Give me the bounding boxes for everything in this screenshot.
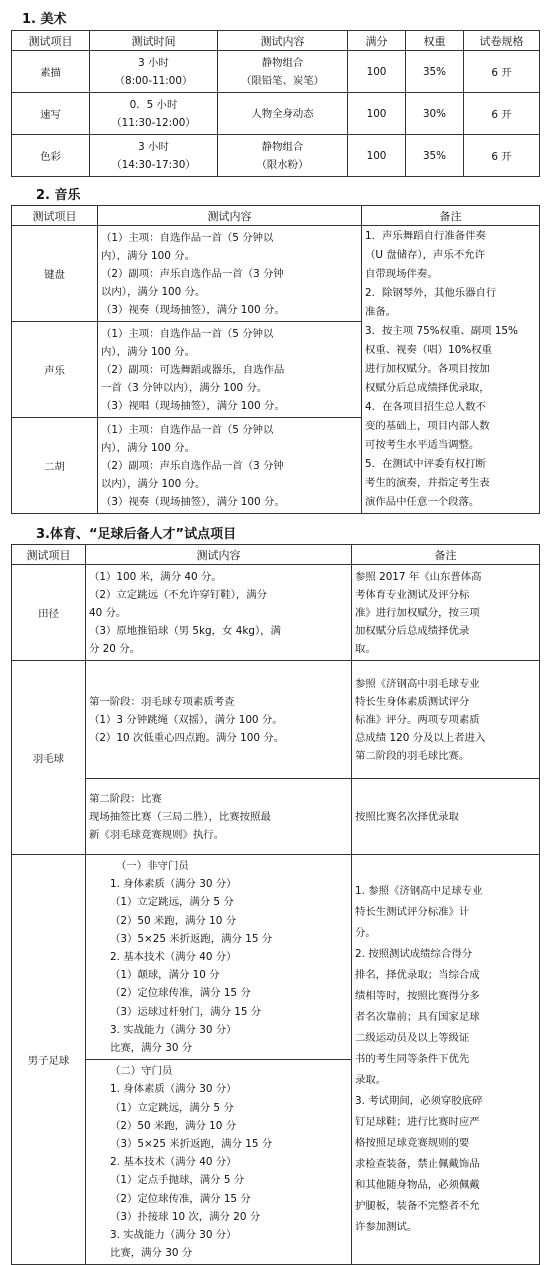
art-header: 满分 — [348, 31, 406, 51]
music-header: 测试内容 — [98, 206, 362, 226]
track-note: 参照 2017 年《山东普体高 考体育专业测试及评分标 准》进行加权赋分，按三项 加权赋分后总成绩择优录 取。 — [352, 565, 540, 661]
sports-header-row — [12, 545, 540, 565]
art-item: 素描 — [12, 51, 90, 93]
badminton-stage1-row — [12, 661, 540, 779]
music-header: 备注 — [362, 206, 540, 226]
soccer-notes: 1. 参照《济钢高中足球专业 特长生测试评分标准》计 分。 2. 按照测试成绩综合得分 排名，择优录取；当综合成 绩相等时，按照比赛得分多 者名次靠前；具有国家足球 二级运动员及以上等级证 书的考生同等条件下优先 录取。 3. 考试期间，必须穿胶底碎 钉足球鞋；进行比赛时应严 格按照足球竞赛规则的要 求检查装备，禁止佩戴饰品 和其他随身物品，必须佩戴 护腿板，装备不完整者不允 许参加测试。 — [352, 855, 540, 1265]
music-row — [12, 226, 540, 322]
badminton-stage2-row — [12, 779, 540, 855]
art-item: 速写 — [12, 93, 90, 135]
art-content: 人物全身动态 — [218, 93, 348, 135]
section-title-music: 2. 音乐 — [36, 188, 81, 203]
music-notes: 1．声乐舞蹈自行准备伴奏 （U 盘储存），声乐不允许 自带现场伴奏。 2．除钢琴外，其他乐器自行 准备。 3．按主项 75%权重、副项 15% 权重、视奏（唱）10%权重 进行加权赋分。各项目按加 权赋分后总成绩择优录取， 4．在各项目招生总人数不 变的基础上，项目内部人数 可按考生水平适当调整。 5．在测试中评委有权打断 考生的演奏，并指定考生表 演作品中任意一个段落。 — [362, 226, 540, 514]
art-time: 3 小时 （8:00-11:00） — [90, 51, 218, 93]
art-table — [11, 30, 540, 177]
track-row — [12, 565, 540, 661]
music-content: （1）主项：自选作品一首（5 分钟以 内），满分 100 分。 （2）副项：可选舞蹈或器乐，自选作品 一首（3 分钟以内），满分 100 分。 （3）视唱（现场抽签），满分 100 分。 — [98, 322, 362, 418]
art-row — [12, 51, 540, 93]
art-row — [12, 93, 540, 135]
art-weight: 35% — [406, 135, 464, 177]
art-size: 6 开 — [464, 135, 540, 177]
art-content: 静物组合 （限铅笔、炭笔） — [218, 51, 348, 93]
music-item: 二胡 — [12, 418, 98, 514]
music-table — [11, 205, 540, 514]
art-score: 100 — [348, 135, 406, 177]
sports-header: 备注 — [352, 545, 540, 565]
art-header-row — [12, 31, 540, 51]
music-content: （1）主项：自选作品一首（5 分钟以 内），满分 100 分。 （2）副项：声乐自选作品一首（3 分钟 以内），满分 100 分。 （3）视奏（现场抽签），满分 100 分。 — [98, 418, 362, 514]
music-header: 测试项目 — [12, 206, 98, 226]
music-item: 键盘 — [12, 226, 98, 322]
section-title-sports: 3.体育、“足球后备人才”试点项目 — [36, 527, 237, 542]
art-header: 测试项目 — [12, 31, 90, 51]
art-header: 权重 — [406, 31, 464, 51]
section-title-art: 1. 美术 — [22, 12, 67, 27]
art-header: 测试内容 — [218, 31, 348, 51]
track-content: （1）100 米，满分 40 分。 （2）立定跳远（不允许穿钉鞋），满分 40 分。 （3）原地推铅球（男 5kg，女 4kg），满 分 20 分。 — [86, 565, 352, 661]
badminton-note1: 参照《济钢高中羽毛球专业 特长生身体素质测试评分 标准》评分。两项专项素质 总成绩 120 分及以上者进入 第二阶段的羽毛球比赛。 — [352, 661, 540, 779]
art-row — [12, 135, 540, 177]
soccer-item: 男子足球 — [12, 855, 86, 1265]
art-time: 3 小时 （14:30-17:30） — [90, 135, 218, 177]
art-score: 100 — [348, 51, 406, 93]
art-time: 0．5 小时 （11:30-12:00） — [90, 93, 218, 135]
soccer-goalkeepers: （二）守门员 1. 身体素质（满分 30 分） （1）立定跳远，满分 5 分 （2）50 米跑，满分 10 分 （3）5×25 米折返跑，满分 15 分 2. 基本技术（满分 40 分） （1）定点手抛球，满分 5 分 （2）定位球传准，满分 15 分 （3）扑接球 10 次，满分 20 分 3. 实战能力（满分 30 分） 比赛，满分 30 分 — [86, 1059, 351, 1264]
art-content: 静物组合 （限水粉） — [218, 135, 348, 177]
sports-header: 测试内容 — [86, 545, 352, 565]
soccer-row — [12, 855, 540, 1265]
art-size: 6 开 — [464, 51, 540, 93]
music-content: （1）主项：自选作品一首（5 分钟以 内），满分 100 分。 （2）副项：声乐自选作品一首（3 分钟 以内），满分 100 分。 （3）视奏（现场抽签），满分 100 分。 — [98, 226, 362, 322]
art-weight: 35% — [406, 51, 464, 93]
art-item: 色彩 — [12, 135, 90, 177]
badminton-stage2: 第二阶段：比赛 现场抽签比赛（三局二胜），比赛按照最 新《羽毛球竞赛规则》执行。 — [86, 779, 352, 855]
badminton-note2: 按照比赛名次择优录取 — [352, 779, 540, 855]
soccer-content — [86, 855, 352, 1265]
track-item: 田径 — [12, 565, 86, 661]
art-size: 6 开 — [464, 93, 540, 135]
music-item: 声乐 — [12, 322, 98, 418]
art-header: 测试时间 — [90, 31, 218, 51]
music-header-row — [12, 206, 540, 226]
sports-table — [11, 544, 540, 1265]
soccer-field-players: （一）非守门员 1. 身体素质（满分 30 分） （1）立定跳远，满分 5 分 （2）50 米跑，满分 10 分 （3）5×25 米折返跑，满分 15 分 2. 基本技术（满分 40 分） （1）颠球，满分 10 分 （2）定位球传准，满分 15 分 （3）运球过杆射门，满分 15 分 3. 实战能力（满分 30 分） 比赛，满分 30 分 — [110, 860, 273, 1055]
art-score: 100 — [348, 93, 406, 135]
art-header: 试卷规格 — [464, 31, 540, 51]
badminton-item: 羽毛球 — [12, 661, 86, 855]
sports-header: 测试项目 — [12, 545, 86, 565]
badminton-stage1: 第一阶段：羽毛球专项素质考查 （1）3 分钟跳绳（双摇），满分 100 分。 （2）10 次低重心四点跑。满分 100 分。 — [86, 661, 352, 779]
art-weight: 30% — [406, 93, 464, 135]
